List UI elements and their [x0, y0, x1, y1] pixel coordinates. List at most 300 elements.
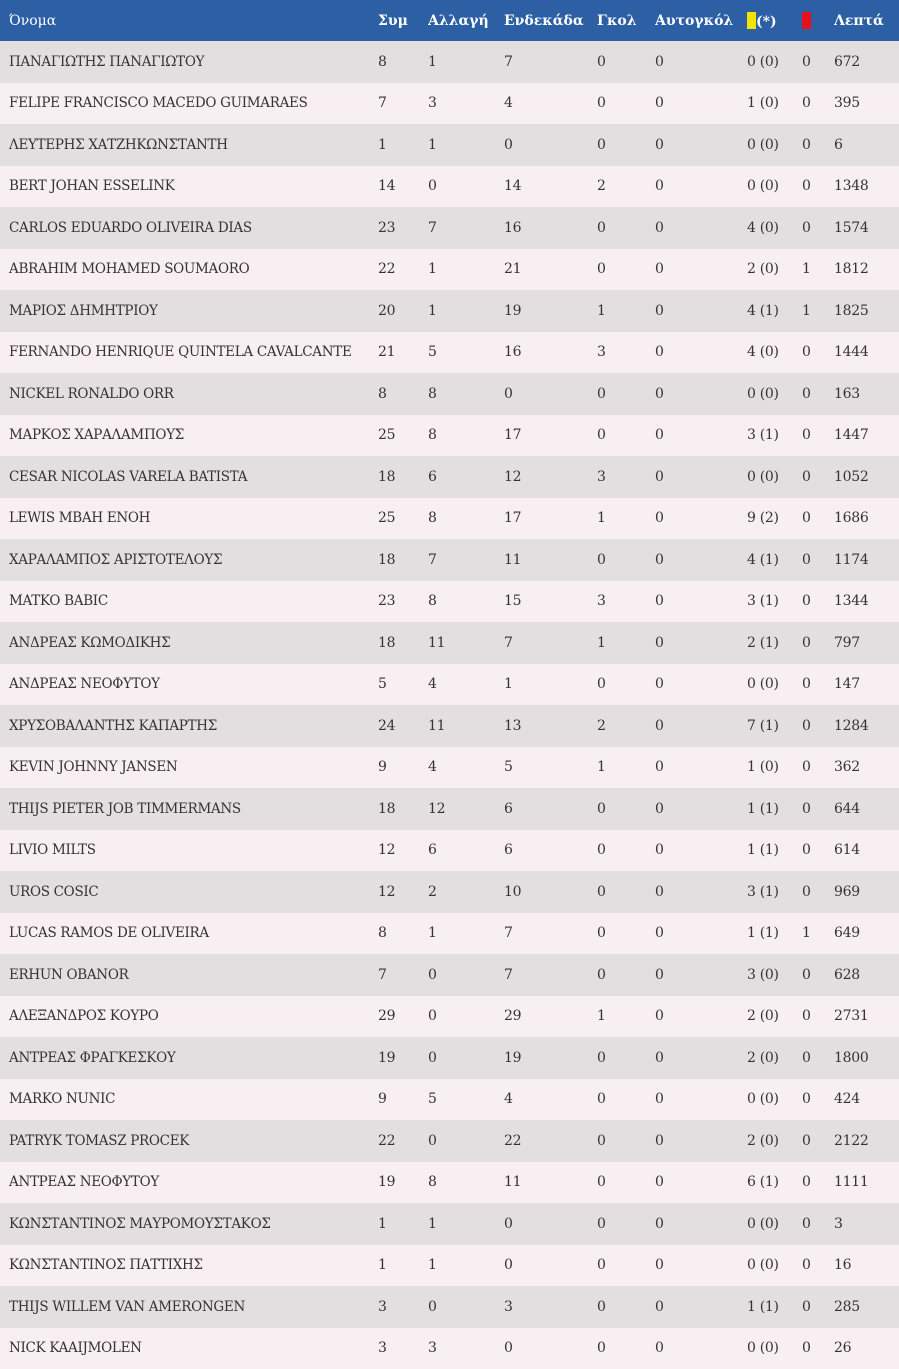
goals-cell: 0 — [597, 664, 655, 706]
substitutions-cell: 5 — [428, 1079, 504, 1121]
yellow-cards-cell: 0 (0) — [747, 1328, 802, 1369]
player-name-cell: NICKEL RONALDO ORR — [0, 373, 378, 415]
own-goals-cell: 0 — [655, 996, 747, 1038]
yellow-cards-cell: 1 (1) — [747, 788, 802, 830]
own-goals-cell: 0 — [655, 290, 747, 332]
substitutions-cell: 0 — [428, 996, 504, 1038]
appearances-cell: 12 — [378, 871, 428, 913]
goals-cell: 0 — [597, 1120, 655, 1162]
starting-lineup-cell: 7 — [504, 913, 597, 955]
starting-lineup-cell: 0 — [504, 124, 597, 166]
red-cards-cell: 0 — [802, 830, 834, 872]
substitutions-cell: 0 — [428, 166, 504, 208]
minutes-cell: 1574 — [834, 207, 899, 249]
minutes-cell: 1825 — [834, 290, 899, 332]
goals-cell: 3 — [597, 581, 655, 623]
yellow-cards-cell: 1 (1) — [747, 913, 802, 955]
table-row — [0, 83, 899, 125]
substitutions-cell: 1 — [428, 290, 504, 332]
player-name-cell: ΑΝΤΡΕΑΣ ΦΡΑΓΚΕΣΚΟΥ — [0, 1037, 378, 1079]
own-goals-cell: 0 — [655, 913, 747, 955]
starting-lineup-cell: 21 — [504, 249, 597, 291]
starting-lineup-cell: 19 — [504, 1037, 597, 1079]
own-goals-cell: 0 — [655, 539, 747, 581]
own-goals-cell: 0 — [655, 207, 747, 249]
goals-cell: 2 — [597, 166, 655, 208]
appearances-cell: 25 — [378, 415, 428, 457]
yellow-cards-cell: 4 (0) — [747, 207, 802, 249]
minutes-cell: 285 — [834, 1286, 899, 1328]
header-sub[interactable]: Αλλαγή — [428, 0, 504, 41]
yellow-cards-cell: 0 (0) — [747, 373, 802, 415]
appearances-cell: 18 — [378, 622, 428, 664]
appearances-cell: 24 — [378, 705, 428, 747]
table-row — [0, 166, 899, 208]
substitutions-cell: 3 — [428, 83, 504, 125]
header-yellow-suffix: (*) — [756, 14, 777, 30]
substitutions-cell: 11 — [428, 705, 504, 747]
yellow-cards-cell: 4 (1) — [747, 290, 802, 332]
yellow-cards-cell: 0 (0) — [747, 1079, 802, 1121]
minutes-cell: 1111 — [834, 1162, 899, 1204]
player-name-cell: THIJS WILLEM VAN AMERONGEN — [0, 1286, 378, 1328]
substitutions-cell: 7 — [428, 207, 504, 249]
table-row — [0, 581, 899, 623]
table-row — [0, 747, 899, 789]
own-goals-cell: 0 — [655, 166, 747, 208]
red-cards-cell: 0 — [802, 581, 834, 623]
appearances-cell: 22 — [378, 249, 428, 291]
yellow-cards-cell: 0 (0) — [747, 124, 802, 166]
goals-cell: 1 — [597, 747, 655, 789]
appearances-cell: 1 — [378, 1203, 428, 1245]
header-minutes[interactable]: Λεπτά — [834, 0, 899, 41]
appearances-cell: 3 — [378, 1328, 428, 1369]
table-row — [0, 207, 899, 249]
yellow-cards-cell: 2 (1) — [747, 622, 802, 664]
player-name-cell: LIVIO MILTS — [0, 830, 378, 872]
substitutions-cell: 0 — [428, 1120, 504, 1162]
appearances-cell: 23 — [378, 207, 428, 249]
red-cards-cell: 0 — [802, 539, 834, 581]
own-goals-cell: 0 — [655, 788, 747, 830]
table-row — [0, 913, 899, 955]
red-cards-cell: 0 — [802, 1203, 834, 1245]
table-row — [0, 830, 899, 872]
minutes-cell: 3 — [834, 1203, 899, 1245]
minutes-cell: 2122 — [834, 1120, 899, 1162]
table-row — [0, 124, 899, 166]
starting-lineup-cell: 0 — [504, 373, 597, 415]
substitutions-cell: 1 — [428, 124, 504, 166]
table-row — [0, 415, 899, 457]
goals-cell: 1 — [597, 622, 655, 664]
table-row — [0, 290, 899, 332]
goals-cell: 0 — [597, 249, 655, 291]
minutes-cell: 2731 — [834, 996, 899, 1038]
player-name-cell: ΚΩΝΣΤΑΝΤΙΝΟΣ ΠΑΤΤΙΧΗΣ — [0, 1245, 378, 1287]
starting-lineup-cell: 14 — [504, 166, 597, 208]
minutes-cell: 1812 — [834, 249, 899, 291]
substitutions-cell: 7 — [428, 539, 504, 581]
player-name-cell: ΑΝΤΡΕΑΣ ΝΕΟΦΥΤΟΥ — [0, 1162, 378, 1204]
substitutions-cell: 1 — [428, 1245, 504, 1287]
starting-lineup-cell: 4 — [504, 1079, 597, 1121]
own-goals-cell: 0 — [655, 1286, 747, 1328]
appearances-cell: 23 — [378, 581, 428, 623]
yellow-cards-cell: 2 (0) — [747, 996, 802, 1038]
table-row — [0, 1245, 899, 1287]
own-goals-cell: 0 — [655, 1203, 747, 1245]
player-name-cell: ΑΛΕΞΑΝΔΡΟΣ ΚΟΥΡΟ — [0, 996, 378, 1038]
appearances-cell: 8 — [378, 41, 428, 83]
table-row — [0, 456, 899, 498]
starting-lineup-cell: 10 — [504, 871, 597, 913]
substitutions-cell: 8 — [428, 415, 504, 457]
table-row — [0, 373, 899, 415]
yellow-cards-cell: 0 (0) — [747, 1245, 802, 1287]
player-name-cell: PATRYK TOMASZ PROCEK — [0, 1120, 378, 1162]
yellow-cards-cell: 7 (1) — [747, 705, 802, 747]
yellow-cards-cell: 0 (0) — [747, 41, 802, 83]
table-row — [0, 871, 899, 913]
red-cards-cell: 0 — [802, 664, 834, 706]
table-row — [0, 664, 899, 706]
minutes-cell: 1344 — [834, 581, 899, 623]
player-name-cell: ΛΕΥΤΕΡΗΣ ΧΑΤΖΗΚΩΝΣΤΑΝΤΗ — [0, 124, 378, 166]
yellow-cards-cell: 3 (0) — [747, 954, 802, 996]
yellow-cards-cell: 1 (1) — [747, 830, 802, 872]
table-row — [0, 1037, 899, 1079]
appearances-cell: 3 — [378, 1286, 428, 1328]
starting-lineup-cell: 29 — [504, 996, 597, 1038]
red-cards-cell: 0 — [802, 166, 834, 208]
player-name-cell: FELIPE FRANCISCO MACEDO GUIMARAES — [0, 83, 378, 125]
table-row — [0, 1328, 899, 1369]
appearances-cell: 9 — [378, 747, 428, 789]
goals-cell: 0 — [597, 1286, 655, 1328]
player-name-cell: ΜΑΡΙΟΣ ΔΗΜΗΤΡΙΟΥ — [0, 290, 378, 332]
yellow-cards-cell: 6 (1) — [747, 1162, 802, 1204]
starting-lineup-cell: 15 — [504, 581, 597, 623]
minutes-cell: 16 — [834, 1245, 899, 1287]
substitutions-cell: 1 — [428, 1203, 504, 1245]
starting-lineup-cell: 12 — [504, 456, 597, 498]
player-name-cell: ERHUN OBANOR — [0, 954, 378, 996]
appearances-cell: 25 — [378, 498, 428, 540]
own-goals-cell: 0 — [655, 581, 747, 623]
starting-lineup-cell: 6 — [504, 830, 597, 872]
appearances-cell: 9 — [378, 1079, 428, 1121]
header-apps[interactable]: Συμ — [378, 0, 428, 41]
appearances-cell: 7 — [378, 83, 428, 125]
red-cards-cell: 0 — [802, 373, 834, 415]
substitutions-cell: 8 — [428, 373, 504, 415]
appearances-cell: 14 — [378, 166, 428, 208]
header-name[interactable]: Όνομα — [0, 0, 378, 41]
red-cards-cell: 0 — [802, 747, 834, 789]
goals-cell: 0 — [597, 415, 655, 457]
table-row — [0, 1120, 899, 1162]
red-cards-cell: 0 — [802, 1120, 834, 1162]
own-goals-cell: 0 — [655, 830, 747, 872]
goals-cell: 0 — [597, 539, 655, 581]
own-goals-cell: 0 — [655, 705, 747, 747]
player-name-cell: ΚΩΝΣΤΑΝΤΙΝΟΣ ΜΑΥΡΟΜΟΥΣΤΑΚΟΣ — [0, 1203, 378, 1245]
goals-cell: 0 — [597, 1037, 655, 1079]
table-row — [0, 954, 899, 996]
own-goals-cell: 0 — [655, 124, 747, 166]
appearances-cell: 19 — [378, 1162, 428, 1204]
own-goals-cell: 0 — [655, 622, 747, 664]
minutes-cell: 614 — [834, 830, 899, 872]
red-cards-cell: 0 — [802, 954, 834, 996]
table-row — [0, 539, 899, 581]
red-cards-cell: 0 — [802, 1286, 834, 1328]
minutes-cell: 1447 — [834, 415, 899, 457]
own-goals-cell: 0 — [655, 83, 747, 125]
header-row — [0, 0, 899, 41]
starting-lineup-cell: 7 — [504, 622, 597, 664]
red-cards-cell: 0 — [802, 788, 834, 830]
appearances-cell: 19 — [378, 1037, 428, 1079]
substitutions-cell: 4 — [428, 747, 504, 789]
substitutions-cell: 8 — [428, 581, 504, 623]
goals-cell: 0 — [597, 1203, 655, 1245]
starting-lineup-cell: 3 — [504, 1286, 597, 1328]
red-cards-cell: 0 — [802, 207, 834, 249]
starting-lineup-cell: 17 — [504, 415, 597, 457]
appearances-cell: 1 — [378, 1245, 428, 1287]
table-body — [0, 41, 899, 1369]
goals-cell: 0 — [597, 830, 655, 872]
starting-lineup-cell: 11 — [504, 1162, 597, 1204]
goals-cell: 0 — [597, 207, 655, 249]
red-cards-cell: 0 — [802, 1162, 834, 1204]
red-cards-cell: 0 — [802, 705, 834, 747]
red-cards-cell: 0 — [802, 124, 834, 166]
substitutions-cell: 6 — [428, 456, 504, 498]
substitutions-cell: 12 — [428, 788, 504, 830]
starting-lineup-cell: 4 — [504, 83, 597, 125]
yellow-card-icon — [747, 12, 756, 29]
substitutions-cell: 0 — [428, 1286, 504, 1328]
yellow-cards-cell: 0 (0) — [747, 456, 802, 498]
goals-cell: 0 — [597, 788, 655, 830]
yellow-cards-cell: 0 (0) — [747, 664, 802, 706]
starting-lineup-cell: 17 — [504, 498, 597, 540]
minutes-cell: 649 — [834, 913, 899, 955]
minutes-cell: 6 — [834, 124, 899, 166]
table-row — [0, 1162, 899, 1204]
appearances-cell: 18 — [378, 539, 428, 581]
yellow-cards-cell: 1 (1) — [747, 1286, 802, 1328]
minutes-cell: 1052 — [834, 456, 899, 498]
header-goals[interactable]: Γκολ — [597, 0, 655, 41]
own-goals-cell: 0 — [655, 1328, 747, 1369]
table-row — [0, 1079, 899, 1121]
table-row — [0, 996, 899, 1038]
goals-cell: 0 — [597, 373, 655, 415]
table-row — [0, 705, 899, 747]
substitutions-cell: 4 — [428, 664, 504, 706]
starting-lineup-cell: 16 — [504, 207, 597, 249]
own-goals-cell: 0 — [655, 373, 747, 415]
own-goals-cell: 0 — [655, 1162, 747, 1204]
appearances-cell: 18 — [378, 456, 428, 498]
substitutions-cell: 2 — [428, 871, 504, 913]
table-row — [0, 788, 899, 830]
minutes-cell: 1800 — [834, 1037, 899, 1079]
own-goals-cell: 0 — [655, 664, 747, 706]
goals-cell: 0 — [597, 1328, 655, 1369]
appearances-cell: 8 — [378, 913, 428, 955]
yellow-cards-cell: 2 (0) — [747, 249, 802, 291]
yellow-cards-cell: 2 (0) — [747, 1120, 802, 1162]
red-cards-cell: 1 — [802, 249, 834, 291]
goals-cell: 2 — [597, 705, 655, 747]
yellow-cards-cell: 4 (1) — [747, 539, 802, 581]
starting-lineup-cell: 6 — [504, 788, 597, 830]
red-cards-cell: 0 — [802, 996, 834, 1038]
yellow-cards-cell: 9 (2) — [747, 498, 802, 540]
starting-lineup-cell: 7 — [504, 954, 597, 996]
yellow-cards-cell: 2 (0) — [747, 1037, 802, 1079]
appearances-cell: 8 — [378, 373, 428, 415]
red-cards-cell: 0 — [802, 415, 834, 457]
goals-cell: 0 — [597, 1079, 655, 1121]
goals-cell: 3 — [597, 332, 655, 374]
player-name-cell: ΧΡΥΣΟΒΑΛΑΝΤΗΣ ΚΑΠΑΡΤΗΣ — [0, 705, 378, 747]
goals-cell: 0 — [597, 41, 655, 83]
red-cards-cell: 0 — [802, 41, 834, 83]
player-name-cell: ΜΑΡΚΟΣ ΧΑΡΑΛΑΜΠΟΥΣ — [0, 415, 378, 457]
red-card-icon — [802, 12, 811, 29]
minutes-cell: 644 — [834, 788, 899, 830]
table-row — [0, 249, 899, 291]
goals-cell: 1 — [597, 290, 655, 332]
red-cards-cell: 0 — [802, 1037, 834, 1079]
player-name-cell: ΑΝΔΡΕΑΣ ΝΕΟΦΥΤΟΥ — [0, 664, 378, 706]
goals-cell: 0 — [597, 1245, 655, 1287]
player-name-cell: ΠΑΝΑΓΙΩΤΗΣ ΠΑΝΑΓΙΩΤΟΥ — [0, 41, 378, 83]
starting-lineup-cell: 13 — [504, 705, 597, 747]
player-name-cell: MATKO BABIC — [0, 581, 378, 623]
header-own-goals[interactable]: Αυτογκόλ — [655, 0, 747, 41]
own-goals-cell: 0 — [655, 747, 747, 789]
starting-lineup-cell: 22 — [504, 1120, 597, 1162]
yellow-cards-cell: 1 (0) — [747, 83, 802, 125]
own-goals-cell: 0 — [655, 456, 747, 498]
player-name-cell: BERT JOHAN ESSELINK — [0, 166, 378, 208]
yellow-cards-cell: 4 (0) — [747, 332, 802, 374]
minutes-cell: 1348 — [834, 166, 899, 208]
starting-lineup-cell: 16 — [504, 332, 597, 374]
red-cards-cell: 0 — [802, 871, 834, 913]
header-lineup[interactable]: Ενδεκάδα — [504, 0, 597, 41]
substitutions-cell: 11 — [428, 622, 504, 664]
substitutions-cell: 5 — [428, 332, 504, 374]
appearances-cell: 29 — [378, 996, 428, 1038]
appearances-cell: 18 — [378, 788, 428, 830]
minutes-cell: 672 — [834, 41, 899, 83]
appearances-cell: 7 — [378, 954, 428, 996]
player-name-cell: LEWIS MBAH ENOH — [0, 498, 378, 540]
own-goals-cell: 0 — [655, 332, 747, 374]
red-cards-cell: 0 — [802, 622, 834, 664]
own-goals-cell: 0 — [655, 1037, 747, 1079]
goals-cell: 0 — [597, 871, 655, 913]
substitutions-cell: 8 — [428, 1162, 504, 1204]
starting-lineup-cell: 11 — [504, 539, 597, 581]
starting-lineup-cell: 7 — [504, 41, 597, 83]
appearances-cell: 5 — [378, 664, 428, 706]
minutes-cell: 26 — [834, 1328, 899, 1369]
player-name-cell: CESAR NICOLAS VARELA BATISTA — [0, 456, 378, 498]
appearances-cell: 12 — [378, 830, 428, 872]
yellow-cards-cell: 3 (1) — [747, 871, 802, 913]
header-yellow-card[interactable] — [747, 0, 802, 41]
goals-cell: 0 — [597, 124, 655, 166]
minutes-cell: 969 — [834, 871, 899, 913]
minutes-cell: 1444 — [834, 332, 899, 374]
red-cards-cell: 0 — [802, 1245, 834, 1287]
minutes-cell: 797 — [834, 622, 899, 664]
table-row — [0, 622, 899, 664]
player-name-cell: LUCAS RAMOS DE OLIVEIRA — [0, 913, 378, 955]
minutes-cell: 147 — [834, 664, 899, 706]
red-cards-cell: 0 — [802, 1328, 834, 1369]
red-cards-cell: 0 — [802, 332, 834, 374]
own-goals-cell: 0 — [655, 871, 747, 913]
player-name-cell: FERNANDO HENRIQUE QUINTELA CAVALCANTE — [0, 332, 378, 374]
appearances-cell: 20 — [378, 290, 428, 332]
red-cards-cell: 1 — [802, 290, 834, 332]
own-goals-cell: 0 — [655, 249, 747, 291]
table-row — [0, 41, 899, 83]
own-goals-cell: 0 — [655, 498, 747, 540]
substitutions-cell: 1 — [428, 913, 504, 955]
minutes-cell: 163 — [834, 373, 899, 415]
starting-lineup-cell: 5 — [504, 747, 597, 789]
substitutions-cell: 8 — [428, 498, 504, 540]
player-name-cell: NICK KAAIJMOLEN — [0, 1328, 378, 1369]
starting-lineup-cell: 1 — [504, 664, 597, 706]
table-row — [0, 498, 899, 540]
own-goals-cell: 0 — [655, 41, 747, 83]
goals-cell: 3 — [597, 456, 655, 498]
minutes-cell: 1174 — [834, 539, 899, 581]
player-name-cell: UROS COSIC — [0, 871, 378, 913]
header-red-card[interactable] — [802, 0, 834, 41]
goals-cell: 1 — [597, 996, 655, 1038]
minutes-cell: 1686 — [834, 498, 899, 540]
yellow-cards-cell: 3 (1) — [747, 415, 802, 457]
red-cards-cell: 0 — [802, 83, 834, 125]
yellow-cards-cell: 1 (0) — [747, 747, 802, 789]
red-cards-cell: 1 — [802, 913, 834, 955]
goals-cell: 0 — [597, 913, 655, 955]
player-name-cell: ABRAHIM MOHAMED SOUMAORO — [0, 249, 378, 291]
yellow-cards-cell: 0 (0) — [747, 166, 802, 208]
table-row — [0, 332, 899, 374]
appearances-cell: 1 — [378, 124, 428, 166]
minutes-cell: 424 — [834, 1079, 899, 1121]
substitutions-cell: 6 — [428, 830, 504, 872]
goals-cell: 1 — [597, 498, 655, 540]
starting-lineup-cell: 0 — [504, 1245, 597, 1287]
starting-lineup-cell: 19 — [504, 290, 597, 332]
